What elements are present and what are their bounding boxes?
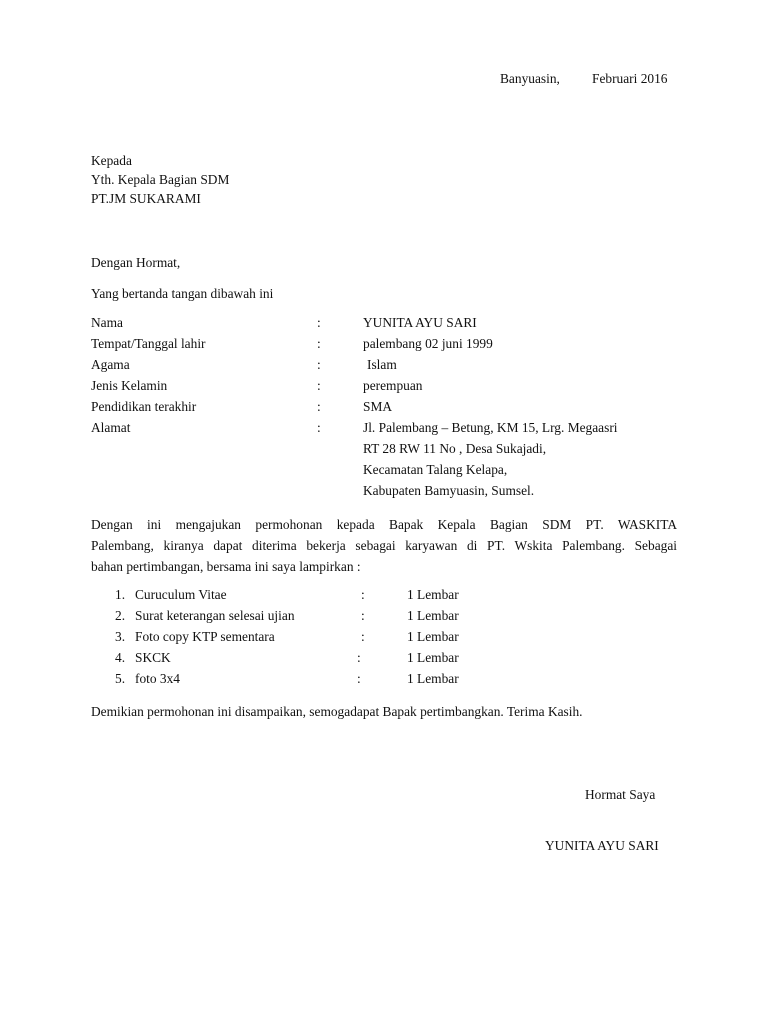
attachment-number: 1.: [115, 587, 126, 602]
recipient-to: Kepada: [91, 153, 132, 168]
attachment-quantity: 1 Lembar: [407, 587, 459, 602]
attachment-number: 5.: [115, 671, 126, 686]
field-label: Tempat/Tanggal lahir: [91, 336, 206, 351]
attachment-colon: :: [357, 671, 361, 686]
attachment-quantity: 1 Lembar: [407, 629, 459, 644]
body-line: Dengan ini mengajukan permohonan kepada Bapak Kepala Bagian SDM PT. WASKITA: [91, 517, 677, 532]
date-line: [500, 72, 668, 85]
attachment-quantity: 1 Lembar: [407, 608, 459, 623]
attachment-quantity: 1 Lembar: [407, 671, 459, 686]
field-label: Pendidikan terakhir: [91, 399, 197, 414]
body-paragraph: [91, 514, 677, 577]
attachment-quantity: 1 Lembar: [407, 650, 459, 665]
intro-text: Yang bertanda tangan dibawah ini: [91, 286, 274, 301]
field-colon: :: [317, 378, 321, 393]
attachment-name: Surat keterangan selesai ujian: [135, 608, 295, 623]
field-label: Alamat: [91, 420, 131, 435]
field-colon: :: [317, 357, 321, 372]
field-value: YUNITA AYU SARI: [363, 315, 477, 330]
attachment-colon: :: [361, 629, 365, 644]
address-line: RT 28 RW 11 No , Desa Sukajadi,: [363, 441, 547, 456]
field-label: Jenis Kelamin: [91, 378, 168, 393]
field-colon: :: [317, 315, 321, 330]
recipient-title: Yth. Kepala Bagian SDM: [91, 172, 230, 187]
body-line: bahan pertimbangan, bersama ini saya lampirkan :: [91, 559, 361, 574]
attachment-number: 3.: [115, 629, 126, 644]
letter-date: Februari 2016: [592, 71, 668, 86]
recipient-company: PT.JM SUKARAMI: [91, 191, 201, 206]
field-value: SMA: [363, 399, 393, 414]
letter-city: Banyuasin,: [500, 71, 560, 86]
attachment-colon: :: [361, 608, 365, 623]
attachment-name: Foto copy KTP sementara: [135, 629, 275, 644]
regards-text: Hormat Saya: [585, 787, 656, 802]
attachment-name: SKCK: [135, 650, 171, 665]
field-colon: :: [317, 399, 321, 414]
attachment-colon: :: [361, 587, 365, 602]
recipient-block: [91, 151, 229, 208]
field-value: perempuan: [363, 378, 423, 393]
field-label: Nama: [91, 315, 123, 330]
field-label: Agama: [91, 357, 130, 372]
salutation: Dengan Hormat,: [91, 255, 181, 270]
body-line: Palembang, kiranya dapat diterima bekerja sebagai karyawan di PT. Wskita Palembang. Sebagai: [91, 538, 677, 553]
field-colon: :: [317, 420, 321, 435]
attachment-number: 4.: [115, 650, 126, 665]
closing-text: Demikian permohonan ini disampaikan, semogadapat Bapak pertimbangkan. Terima Kasih.: [91, 704, 583, 719]
field-colon: :: [317, 336, 321, 351]
signer-name: YUNITA AYU SARI: [545, 838, 659, 853]
field-value: Islam: [367, 357, 397, 372]
attachment-name: Curuculum Vitae: [135, 587, 227, 602]
attachment-colon: :: [357, 650, 361, 665]
attachment-number: 2.: [115, 608, 126, 623]
address-line: Kecamatan Talang Kelapa,: [363, 462, 508, 477]
address-line: Kabupaten Bamyuasin, Sumsel.: [363, 483, 535, 498]
field-value: Jl. Palembang – Betung, KM 15, Lrg. Megaasri: [363, 420, 618, 435]
field-value: palembang 02 juni 1999: [363, 336, 493, 351]
attachment-name: foto 3x4: [135, 671, 181, 686]
